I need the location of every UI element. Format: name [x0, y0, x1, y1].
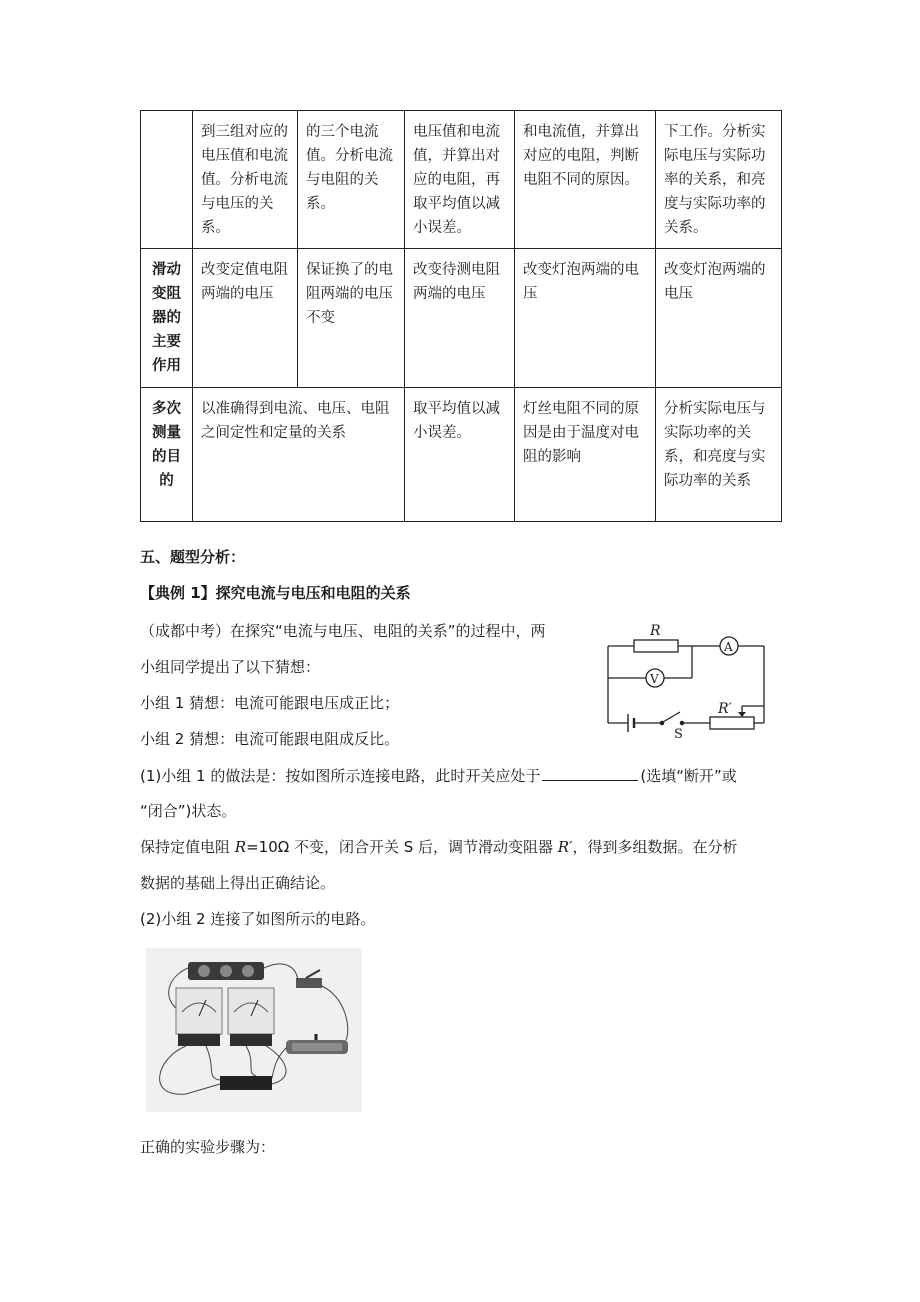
paragraph: “闭合”)状态。: [140, 802, 237, 820]
paragraph: 小组同学提出了以下猜想：: [140, 658, 321, 676]
table-row: [141, 388, 782, 522]
table-row: [141, 249, 782, 388]
resistor-box: [220, 1076, 272, 1090]
paragraph: 保持定值电阻 R=10Ω 不变，闭合开关 S 后，调节滑动变阻器 R′，得到多组数据。在分析: [140, 838, 738, 856]
table-cell: 改变定值电阻两端的电压: [193, 249, 298, 388]
table-cell: 和电流值，并算出对应的电阻，判断电阻不同的原因。: [515, 111, 656, 249]
circuit-diagram: [598, 618, 770, 740]
paragraph: （成都中考）在探究“电流与电压、电阻的关系”的过程中，两: [140, 622, 546, 640]
paragraph: 正确的实验步骤为：: [140, 1138, 276, 1156]
resistor-label: R: [650, 623, 661, 639]
switch-device: [296, 978, 322, 988]
rheostat-label: R′: [718, 701, 732, 717]
table-cell: 电压值和电流值，并算出对应的电阻，再取平均值以减小误差。: [405, 111, 515, 249]
table-cell: 改变灯泡两端的电压: [656, 249, 782, 388]
table-cell: 以准确得到电流、电压、电阻之间定性和定量的关系: [193, 388, 405, 522]
ammeter-label: A: [724, 640, 733, 654]
table-cell: 灯丝电阻不同的原因是由于温度对电阻的影响: [515, 388, 656, 522]
slider-arrow-icon: [738, 712, 746, 717]
rheostat-symbol: [710, 717, 754, 729]
table-cell: 到三组对应的电压值和电流值。分析电流与电压的关系。: [193, 111, 298, 249]
voltmeter-label: V: [650, 672, 659, 686]
row-header-purpose: 多次 测量 的目 的: [141, 388, 193, 522]
paragraph: (2)小组 2 连接了如图所示的电路。: [140, 910, 376, 928]
table-cell: 分析实际电压与实际功率的关系，和亮度与实际功率的关系: [656, 388, 782, 522]
switch-lever[interactable]: [663, 712, 680, 722]
example-title: 【典例 1】探究电流与电压和电阻的关系: [140, 584, 411, 602]
row-header-rheostat: 滑动 变阻 器的 主要 作用: [141, 249, 193, 388]
section-title: 五、题型分析：: [140, 548, 246, 566]
table-cell: 改变灯泡两端的电压: [515, 249, 656, 388]
table-cell: 取平均值以减小误差。: [405, 388, 515, 522]
table-cell: 的三个电流值。分析电流与电阻的关系。: [298, 111, 405, 249]
apparatus-photo: [146, 948, 362, 1112]
row-header-empty: [141, 111, 193, 249]
question-1: (1)小组 1 的做法是：按如图所示连接电路，此时开关应处于 (选填“断开”或: [140, 764, 737, 787]
answer-blank[interactable]: [542, 764, 638, 781]
table-row: [141, 111, 782, 249]
resistor-symbol: [634, 640, 678, 652]
table-cell: 下工作。分析实际电压与实际功率的关系，和亮度与实际功率的关系。: [656, 111, 782, 249]
table-cell: 改变待测电阻两端的电压: [405, 249, 515, 388]
paragraph: 小组 2 猜想：电流可能跟电阻成反比。: [140, 730, 400, 748]
switch-contact: [680, 721, 683, 724]
table-cell: 保证换了的电阻两端的电压不变: [298, 249, 405, 388]
switch-label: S: [674, 727, 683, 740]
paragraph: 小组 1 猜想：电流可能跟电压成正比；: [140, 694, 400, 712]
comparison-table: [140, 110, 782, 522]
paragraph: 数据的基础上得出正确结论。: [140, 874, 336, 892]
